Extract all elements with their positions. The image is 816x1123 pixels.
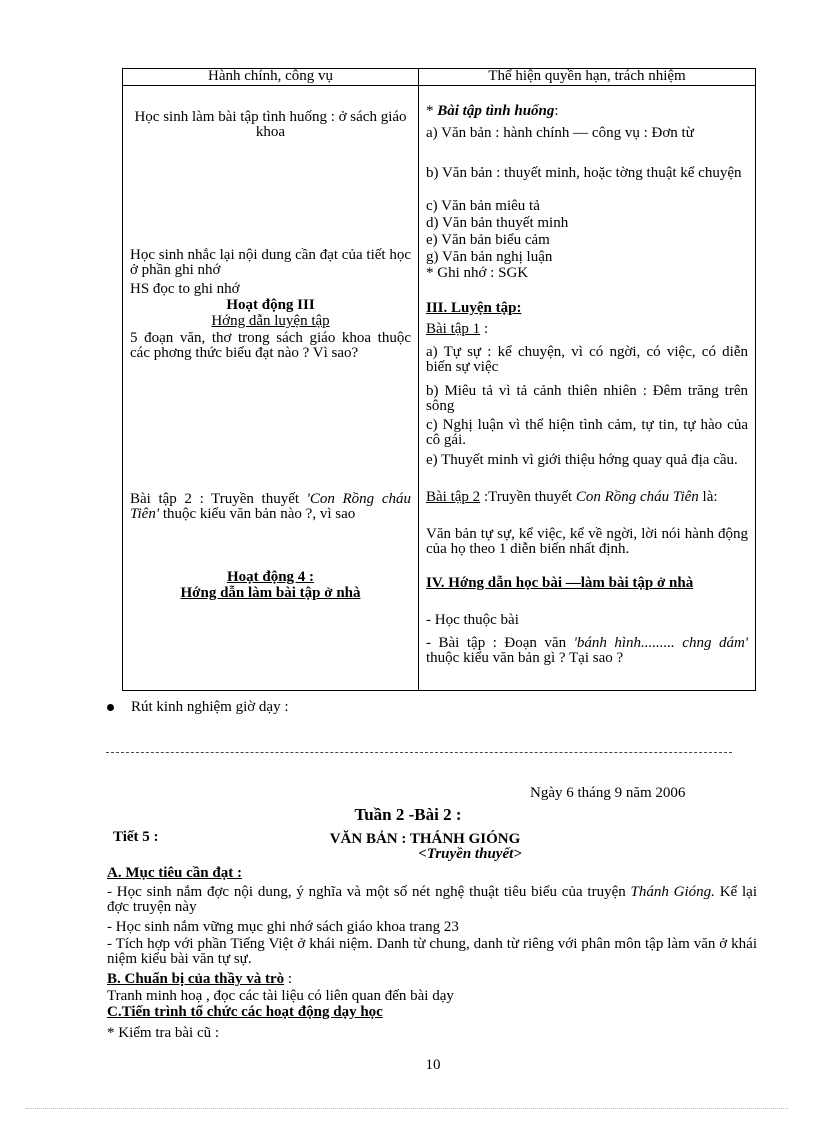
exercise2-label: Bài tập 2 :Truyền thuyết Con Rồng cháu Tiên là: [426,489,718,505]
section-iv-title: IV. Hớng dẫn học bài —làm bài tập ở nhà [426,575,694,591]
bullet-icon [107,704,114,711]
header-left: Hành chính, công vụ [123,69,419,86]
right-c: c) Văn bản miêu tả [426,198,540,214]
activity3-subtitle: Hớng dẫn luyện tập [211,313,330,329]
lesson-number: Tiết 5 : [113,829,159,845]
lesson-table [122,68,756,691]
page-bottom-border [26,1108,788,1109]
left-column [123,86,419,691]
left-p3: HS đọc to ghi nhớ [130,281,240,297]
practice-title: III. Luyện tập: [426,300,522,316]
header-right: Thể hiện quyền hạn, trách nhiệm [419,69,756,86]
right-rc: c) Nghị luận vì thể hiện tình cảm, tự tin, tự hào của cô gái. [426,417,748,448]
left-p5: Bài tập 2 : Truyền thuyết 'Con Rồng cháu Tiên' thuộc kiểu văn bản nào ?, vì sao [130,491,411,522]
lesson-genre: <Truyền thuyết> [418,846,522,862]
right-ra: a) Tự sự : kể chuyện, vì có ngời, có việc, có diễn biến sự việc [426,344,748,375]
left-p1: Học sinh làm bài tập tình huống : ở sách giáo khoa [134,109,407,140]
experience-label: Rút kinh nghiệm giờ dạy : [131,699,289,715]
right-re: e) Thuyết minh vì giới thiệu hớng quay quả địa cầu. [426,452,738,468]
page-number: 10 [425,1057,441,1073]
exercise2-body: Văn bản tự sự, kể việc, kể về ngời, lời nói hành động của họ theo 1 diễn biến nhất định. [426,526,748,557]
homework-2: - Bài tập : Đoạn văn 'bánh hình......... chng dám' thuộc kiểu văn bản gì ? Tại sao ? [426,635,749,666]
left-p4: 5 đoạn văn, thơ trong sách giáo khoa thuộc các phơng thức biểu đạt nào ? Vì sao? [130,330,411,361]
section-a-line3: - Tích hợp với phần Tiếng Việt ở khái niệm. Danh từ chung, danh từ riêng với phân môn tập làm văn ở khái niệm kiểu bài văn tự sự. [107,936,757,967]
section-b-title: B. Chuẩn bị của thầy và trò : [107,971,293,987]
lesson-date: Ngày 6 tháng 9 năm 2006 [530,785,686,801]
section-a-line1: - Học sinh nắm đợc nội dung, ý nghĩa và một số nét nghệ thuật tiêu biểu của truyện Thánh Gióng. Kể lại đợc truyện này [107,884,757,915]
right-rb: b) Miêu tả vì tả cảnh thiên nhiên : Đêm trăng trên sông [426,383,748,414]
right-note: * Ghi nhớ : SGK [426,265,529,281]
section-c-title: C.Tiến trình tổ chức các hoạt động dạy học [107,1004,383,1020]
dashed-separator [106,752,732,753]
activity3-title: Hoạt động III [226,297,315,313]
section-a-line2: - Học sinh nắm vững mục ghi nhớ sách giáo khoa trang 23 [107,919,459,935]
homework-1: - Học thuộc bài [426,612,519,628]
right-a: a) Văn bản : hành chính — công vụ : Đơn từ [426,125,694,141]
experience-bullet [107,700,289,715]
activity4-subtitle: Hớng dẫn làm bài tập ở nhà [180,585,361,601]
activity4-title: Hoạt động 4 : [226,569,315,585]
right-d: d) Văn bản thuyết minh [426,215,569,231]
section-c-line1: * Kiểm tra bài cũ : [107,1025,220,1041]
exercise1-label: Bài tập 1 : [426,321,489,337]
section-a-title: A. Mục tiêu cần đạt : [107,865,242,881]
left-p2: Học sinh nhắc lại nội dung cần đạt của tiết học ở phần ghi nhớ [130,247,411,278]
right-column [419,86,756,691]
lesson-title: VĂN BẢN : THÁNH GIÓNG [329,831,521,847]
right-b: b) Văn bản : thuyết minh, hoặc tờng thuật kể chuyện [426,165,742,181]
week-title: Tuần 2 -Bài 2 : [354,805,462,824]
right-g: g) Văn bản nghị luận [426,249,553,265]
right-e: e) Văn bản biểu cảm [426,232,550,248]
situation-heading: * Bài tập tình huống: [426,103,559,119]
section-b-line1: Tranh minh hoạ , đọc các tài liệu có liên quan đến bài dạy [107,988,454,1004]
